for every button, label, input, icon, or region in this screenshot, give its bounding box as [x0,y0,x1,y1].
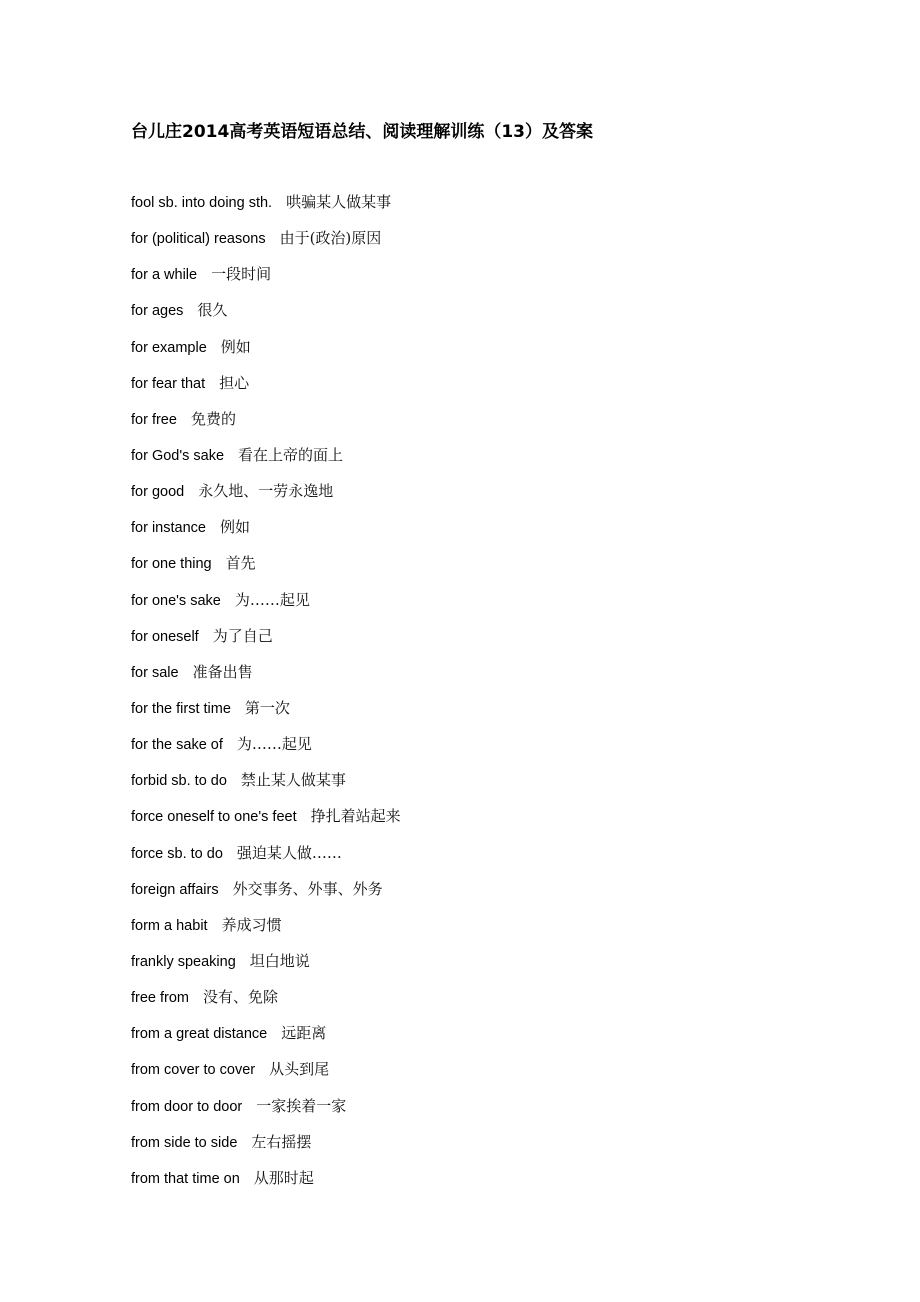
phrase-english: for ages [131,303,184,320]
phrase-row [131,515,401,551]
phrase-chinese: 首先 [225,554,256,573]
phrase-row [131,732,401,768]
phrase-english: from that time on [131,1170,240,1187]
phrase-row [131,551,401,587]
phrase-row [131,262,401,298]
phrase-row [131,1057,401,1093]
phrase-english: for the sake of [131,737,223,754]
phrase-chinese: 左右摇摆 [251,1132,312,1151]
phrase-row [131,841,401,877]
phrase-row [131,1021,401,1057]
phrase-chinese: 禁止某人做某事 [240,771,346,790]
phrase-row [131,624,401,660]
phrase-english: for one's sake [131,592,221,609]
phrase-row [131,877,401,913]
phrase-chinese: 看在上帝的面上 [238,445,344,464]
phrase-english: for good [131,484,185,501]
phrase-chinese: 挣扎着站起来 [310,807,401,826]
phrase-chinese: 免费的 [190,409,236,428]
phrase-english: free from [131,990,190,1007]
phrase-english: for God's sake [131,447,225,464]
phrase-english: from a great distance [131,1026,268,1043]
phrase-row [131,1166,401,1202]
phrase-row [131,1094,401,1130]
phrase-row [131,985,401,1021]
phrase-english: for a while [131,267,198,284]
phrase-english: for one thing [131,556,212,573]
phrase-english: forbid sb. to do [131,773,227,790]
phrase-chinese: 永久地、一劳永逸地 [198,482,334,501]
phrase-row [131,479,401,515]
phrase-row [131,1130,401,1166]
phrase-english: for example [131,339,207,356]
phrase-english: for fear that [131,375,206,392]
phrase-chinese: 从那时起 [253,1168,314,1187]
phrase-english: for instance [131,520,206,537]
phrase-chinese: 坦白地说 [249,951,310,970]
phrase-english: foreign affairs [131,881,219,898]
phrase-row [131,443,401,479]
phrase-chinese: 强迫某人做…… [236,843,342,862]
phrase-english: for sale [131,664,179,681]
phrase-chinese: 为……起见 [234,590,310,609]
phrase-chinese: 从头到尾 [269,1060,330,1079]
phrase-english: frankly speaking [131,953,236,970]
phrase-row [131,660,401,696]
phrase-english: from cover to cover [131,1062,256,1079]
phrase-row [131,913,401,949]
phrase-english: force oneself to one's feet [131,809,297,826]
page-title: 台儿庄2014高考英语短语总结、阅读理解训练（13）及答案 [131,122,593,142]
phrase-row [131,190,401,226]
phrase-english: for free [131,411,177,428]
phrase-english: from door to door [131,1098,243,1115]
phrase-row [131,804,401,840]
phrase-chinese: 例如 [220,337,251,356]
phrase-chinese: 担心 [219,373,250,392]
phrase-chinese: 外交事务、外事、外务 [232,879,383,898]
phrase-chinese: 一段时间 [211,265,272,284]
phrase-row [131,298,401,334]
phrase-chinese: 第一次 [244,698,290,717]
phrase-english: force sb. to do [131,845,223,862]
phrase-chinese: 哄骗某人做某事 [286,193,392,211]
phrase-english: form a habit [131,917,208,934]
phrase-list [131,190,401,1202]
phrase-row [131,949,401,985]
phrase-english: for (political) reasons [131,231,266,248]
phrase-chinese: 一家挨着一家 [256,1096,347,1115]
phrase-chinese: 由于(政治)原因 [279,229,382,248]
phrase-row [131,696,401,732]
phrase-chinese: 养成习惯 [221,915,282,934]
phrase-row [131,768,401,804]
phrase-english: for oneself [131,628,199,645]
phrase-chinese: 准备出售 [192,662,253,681]
phrase-row [131,371,401,407]
phrase-row [131,335,401,371]
phrase-chinese: 为……起见 [236,735,312,754]
phrase-chinese: 为了自己 [212,626,273,645]
phrase-chinese: 没有、免除 [203,988,279,1007]
phrase-chinese: 远距离 [281,1024,327,1043]
phrase-english: from side to side [131,1134,238,1151]
phrase-row [131,407,401,443]
phrase-row [131,226,401,262]
phrase-chinese: 很久 [197,301,228,320]
phrase-english: fool sb. into doing sth. [131,195,273,211]
phrase-row [131,588,401,624]
phrase-english: for the first time [131,700,231,717]
phrase-chinese: 例如 [219,518,250,537]
